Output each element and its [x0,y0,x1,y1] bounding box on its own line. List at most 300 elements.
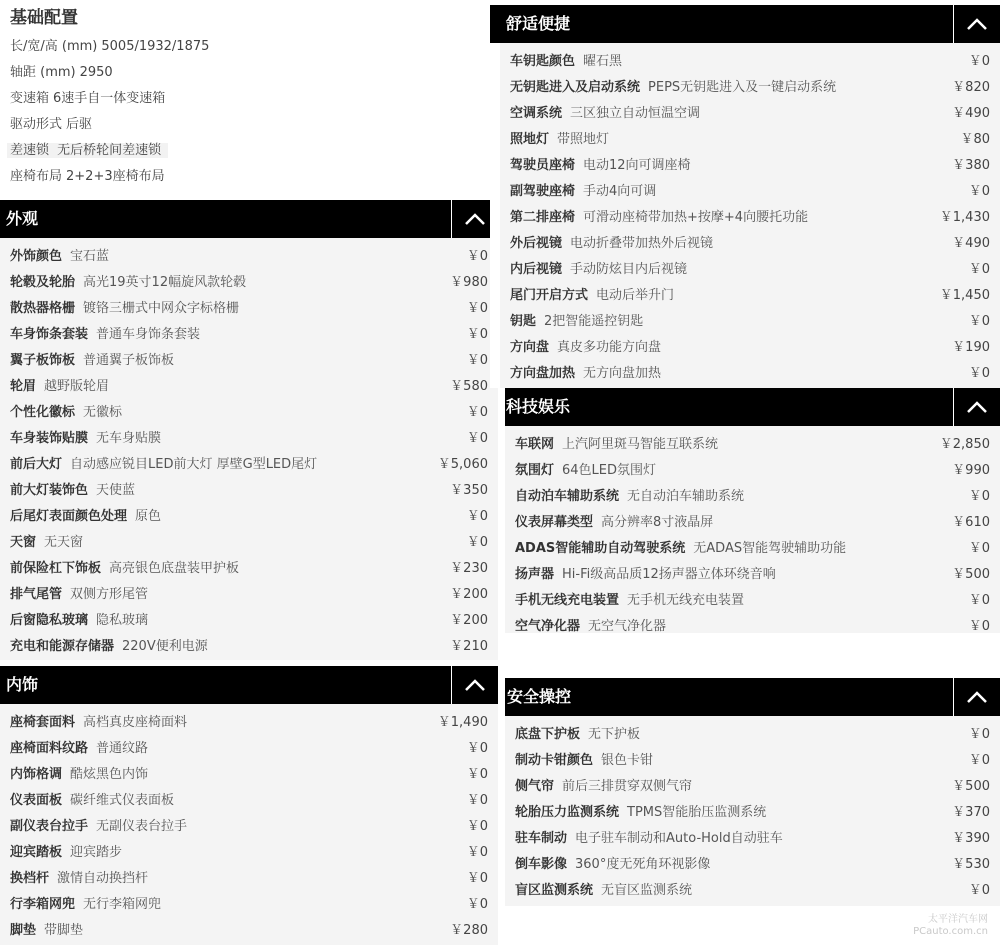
option-row [505,458,1000,484]
option-price: ￥0 [466,327,488,342]
option-label [10,762,148,788]
basic-label: 轴距 (mm) [10,65,76,80]
watermark-line: PCauto.com.cn [913,926,988,937]
option-value: 前后三排贯穿双侧气帘 [562,779,693,794]
option-row [500,127,1000,153]
option-name: 轮眉 [10,379,37,394]
option-name: 方向盘 [510,340,550,355]
option-name: 第二排座椅 [510,210,576,225]
option-label [10,892,161,918]
basic-value: 2+2+3座椅布局 [66,169,165,184]
option-price: ￥0 [466,301,488,316]
option-label [510,335,661,361]
option-label [515,774,692,800]
option-price: ￥0 [968,54,990,69]
option-name: 后尾灯表面颜色处理 [10,509,128,524]
panel-body [0,238,498,660]
option-value: 电动12向可调座椅 [583,158,691,173]
option-row [505,722,1000,748]
chevron-up-icon [463,210,487,228]
option-row [500,179,1000,205]
option-name: 车钥匙颜色 [510,54,576,69]
option-value: 越野版轮眉 [44,379,110,394]
option-row [0,478,498,504]
option-label [510,75,836,101]
basic-value: 无后桥轮间差速锁 [57,143,162,158]
option-price: ￥0 [968,593,990,608]
chevron-up-icon [965,15,989,33]
option-label [515,614,666,633]
option-label [515,562,776,588]
option-name: 前保险杠下饰板 [10,561,102,576]
option-name: 外后视镜 [510,236,563,251]
option-label [10,426,161,452]
option-label [10,244,109,270]
option-row [0,374,498,400]
option-label [10,582,148,608]
basic-line [10,113,96,132]
option-value: 手动4向可调 [583,184,657,199]
option-row [0,892,498,918]
option-label [10,710,187,736]
option-label [510,283,674,309]
option-value: Hi-Fi级高品质12扬声器立体环绕音响 [562,567,776,582]
option-value: 无盲区监测系统 [601,883,693,898]
option-row [0,348,498,374]
option-label [515,878,692,904]
option-name: 倒车影像 [515,857,568,872]
option-label [10,556,239,582]
option-value: 原色 [135,509,162,524]
collapse-button[interactable] [953,388,1000,426]
option-row [505,826,1000,852]
option-price: ￥490 [952,106,990,121]
option-name: 方向盘加热 [510,366,576,381]
option-value: 自动感应锐目LED前大灯 厚壁G型LED尾灯 [70,457,318,472]
option-label [510,231,713,257]
basic-label: 驱动形式 [10,117,63,132]
option-row [0,634,498,660]
option-value: 无手机无线充电装置 [627,593,745,608]
option-row [0,840,498,866]
option-row [0,270,498,296]
option-price: ￥0 [466,741,488,756]
option-value: 激情自动换挡杆 [57,871,149,886]
option-value: 手动防炫目内后视镜 [570,262,688,277]
option-value: 高亮银色底盘装甲护板 [109,561,240,576]
panel-body [0,704,498,945]
collapse-button[interactable] [451,666,498,704]
option-row [500,231,1000,257]
option-value: 电动折叠带加热外后视镜 [570,236,714,251]
option-label [10,736,148,762]
option-label [515,748,653,774]
option-name: 钥匙 [510,314,537,329]
option-name: 脚垫 [10,923,37,938]
option-label [10,608,148,634]
safety-panel [505,678,1000,906]
option-price: ￥0 [466,249,488,264]
option-row [0,452,498,478]
option-label [10,918,83,944]
option-row [0,866,498,892]
option-name: 车联网 [515,437,555,452]
basic-config-section [0,0,480,190]
option-value: 普通纹路 [96,741,149,756]
option-label [10,296,239,322]
option-value: 高光19英寸12幅旋风款轮毂 [83,275,247,290]
option-price: ￥210 [450,639,488,654]
option-value: 酷炫黑色内饰 [70,767,149,782]
option-row [505,748,1000,774]
option-price: ￥0 [466,509,488,524]
option-price: ￥0 [968,541,990,556]
option-label [515,800,766,826]
option-value: 带照地灯 [557,132,610,147]
option-row [505,774,1000,800]
option-label [10,788,174,814]
panel-title: 内饰 [6,675,39,694]
option-row [0,918,498,944]
option-row [505,432,1000,458]
option-price: ￥0 [466,405,488,420]
option-price: ￥0 [968,753,990,768]
option-row [0,608,498,634]
option-price: ￥200 [450,587,488,602]
option-name: 氛围灯 [515,463,555,478]
option-label [510,361,661,387]
option-price: ￥0 [466,767,488,782]
option-value: 无徽标 [83,405,123,420]
option-name: 座椅套面料 [10,715,76,730]
option-name: 照地灯 [510,132,550,147]
panel-body [500,43,1000,388]
option-label [515,588,744,614]
option-name: 扬声器 [515,567,555,582]
option-value: 宝石蓝 [70,249,110,264]
option-price: ￥2,850 [939,437,990,452]
option-price: ￥200 [450,613,488,628]
option-value: 360°度无死角环视影像 [575,857,711,872]
option-label [10,504,161,530]
option-name: 副仪表台拉手 [10,819,89,834]
option-value: 曜石黑 [583,54,623,69]
basic-line [10,87,169,106]
option-name: 手机无线充电装置 [515,593,620,608]
option-row [500,335,1000,361]
option-name: 内后视镜 [510,262,563,277]
option-row [500,257,1000,283]
option-label [515,458,656,484]
option-price: ￥500 [952,779,990,794]
option-row [500,75,1000,101]
option-value: 真皮多功能方向盘 [557,340,662,355]
option-name: 底盘下护板 [515,727,581,742]
option-name: 驻车制动 [515,831,568,846]
option-row [0,322,498,348]
option-name: 排气尾管 [10,587,63,602]
option-row [505,878,1000,904]
basic-label: 长/宽/高 (mm) [10,39,98,54]
option-price: ￥190 [952,340,990,355]
option-row [0,582,498,608]
option-row [505,614,1000,633]
option-name: 车身装饰贴膜 [10,431,89,446]
collapse-button[interactable] [953,678,1000,716]
panel-body [505,426,1000,633]
option-name: 侧气帘 [515,779,555,794]
option-price: ￥0 [466,535,488,550]
option-name: 散热器格栅 [10,301,76,316]
option-value: 无ADAS智能驾驶辅助功能 [693,541,847,556]
interior-panel [0,666,498,945]
option-value: 隐私玻璃 [96,613,149,628]
option-label [515,536,846,562]
option-price: ￥1,430 [939,210,990,225]
option-value: 银色卡钳 [601,753,654,768]
option-price: ￥1,450 [939,288,990,303]
option-value: 电动后举升门 [596,288,675,303]
option-row [500,153,1000,179]
basic-line [10,61,117,80]
option-label [515,722,640,748]
basic-label: 差速锁 [10,143,50,158]
option-value: 镀铬三栅式中网众字标格栅 [83,301,240,316]
option-price: ￥0 [968,314,990,329]
basic-value: 后驱 [66,117,93,132]
option-value: 2把智能遥控钥匙 [544,314,644,329]
option-price: ￥0 [968,262,990,277]
option-value: 无天窗 [44,535,84,550]
option-name: 迎宾踏板 [10,845,63,860]
panel-header [505,678,1000,716]
option-price: ￥380 [952,158,990,173]
panel-header [505,388,1000,426]
option-price: ￥500 [952,567,990,582]
option-name: 个性化徽标 [10,405,76,420]
option-price: ￥1,490 [437,715,488,730]
option-value: 普通翼子板饰板 [83,353,175,368]
option-row [0,296,498,322]
option-value: PEPS无钥匙进入及一键启动系统 [648,80,837,95]
option-price: ￥0 [466,845,488,860]
option-value: 无车身贴膜 [96,431,162,446]
chevron-up-icon [965,398,989,416]
option-name: 车身饰条套装 [10,327,89,342]
option-name: 后窗隐私玻璃 [10,613,89,628]
option-value: 上汽阿里斑马智能互联系统 [562,437,719,452]
option-price: ￥5,060 [437,457,488,472]
basic-config-title: 基础配置 [10,8,78,28]
option-value: 双侧方形尾管 [70,587,149,602]
panel-header [490,5,1000,43]
comfort-panel [490,5,1000,388]
option-name: 充电和能源存储器 [10,639,115,654]
option-price: ￥0 [466,353,488,368]
option-value: 可滑动座椅带加热+按摩+4向腰托功能 [583,210,809,225]
option-name: 空气净化器 [515,619,581,633]
watermark [913,914,988,938]
option-price: ￥0 [968,883,990,898]
option-price: ￥610 [952,515,990,530]
option-value: 碳纤维式仪表面板 [70,793,175,808]
option-label [10,322,200,348]
option-value: 无行李箱网兜 [83,897,162,912]
option-row [500,49,1000,75]
option-price: ￥0 [466,871,488,886]
option-price: ￥490 [952,236,990,251]
option-price: ￥0 [968,366,990,381]
basic-value: 6速手自一体变速箱 [53,91,166,106]
basic-line [10,165,169,184]
option-name: 内饰格调 [10,767,63,782]
option-label [515,852,710,878]
option-row [0,244,498,270]
option-price: ￥0 [968,184,990,199]
option-name: 驾驶员座椅 [510,158,576,173]
option-label [10,374,109,400]
option-row [0,426,498,452]
option-label [10,400,122,426]
panel-title: 舒适便捷 [506,14,571,33]
option-name: 空调系统 [510,106,563,121]
chevron-up-icon [463,676,487,694]
option-value: 电子驻车制动和Auto-Hold自动驻车 [575,831,783,846]
option-name: 盲区监测系统 [515,883,594,898]
option-value: 无副仪表台拉手 [96,819,188,834]
option-label [10,840,122,866]
tech-panel [505,388,1000,633]
option-row [0,400,498,426]
option-name: 座椅面料纹路 [10,741,89,756]
option-price: ￥530 [952,857,990,872]
option-name: ADAS智能辅助自动驾驶系统 [515,541,686,556]
option-price: ￥230 [450,561,488,576]
option-row [500,283,1000,309]
option-name: 尾门开启方式 [510,288,589,303]
option-name: 行李箱网兜 [10,897,76,912]
panel-title: 外观 [6,209,39,228]
option-price: ￥820 [952,80,990,95]
option-row [0,788,498,814]
basic-label: 变速箱 [10,91,50,106]
option-row [0,530,498,556]
option-name: 自动泊车辅助系统 [515,489,620,504]
option-label [510,205,808,231]
option-value: 三区独立自动恒温空调 [570,106,701,121]
option-label [515,432,718,458]
panel-header [0,666,498,704]
collapse-button[interactable] [953,5,1000,43]
option-price: ￥0 [466,793,488,808]
option-label [10,478,135,504]
option-row [500,309,1000,335]
panel-header [0,200,498,238]
option-value: 220V便利电源 [122,639,208,654]
option-row [500,205,1000,231]
basic-line [10,139,172,158]
panel-body [505,716,1000,906]
option-name: 无钥匙进入及启动系统 [510,80,641,95]
option-price: ￥0 [968,619,990,633]
option-name: 轮毂及轮胎 [10,275,76,290]
option-value: 带脚垫 [44,923,84,938]
option-label [10,866,148,892]
option-name: 前后大灯 [10,457,63,472]
option-row [0,814,498,840]
option-row [0,736,498,762]
option-label [10,270,246,296]
option-label [10,530,83,556]
option-price: ￥0 [466,819,488,834]
option-row [505,510,1000,536]
panel-title: 安全操控 [507,687,572,706]
option-price: ￥980 [450,275,488,290]
option-label [510,257,687,283]
option-row [0,504,498,530]
option-label [515,484,744,510]
option-value: 高分辨率8寸液晶屏 [601,515,714,530]
option-price: ￥990 [952,463,990,478]
option-label [10,814,187,840]
option-value: 64色LED氛围灯 [562,463,657,478]
option-label [510,179,656,205]
option-price: ￥0 [466,897,488,912]
basic-line [10,35,213,54]
option-label [510,101,700,127]
option-name: 外饰颜色 [10,249,63,264]
option-name: 仪表屏幕类型 [515,515,594,530]
option-price: ￥350 [450,483,488,498]
option-row [505,588,1000,614]
basic-label: 座椅布局 [10,169,63,184]
exterior-panel [0,200,498,660]
option-label [510,309,643,335]
option-name: 翼子板饰板 [10,353,76,368]
panel-title: 科技娱乐 [506,397,571,416]
option-row [0,556,498,582]
option-label [510,49,622,75]
option-row [505,800,1000,826]
option-row [0,710,498,736]
basic-value: 2950 [79,65,113,80]
option-name: 制动卡钳颜色 [515,753,594,768]
option-name: 天窗 [10,535,37,550]
option-row [500,101,1000,127]
option-label [510,127,609,153]
watermark-line: 太平洋汽车网 [928,914,988,925]
option-name: 前大灯装饰色 [10,483,89,498]
option-price: ￥0 [968,489,990,504]
chevron-up-icon [965,688,989,706]
option-row [505,852,1000,878]
option-name: 换档杆 [10,871,50,886]
option-row [500,361,1000,387]
option-name: 副驾驶座椅 [510,184,576,199]
option-value: 无方向盘加热 [583,366,662,381]
option-price: ￥280 [450,923,488,938]
option-value: 无下护板 [588,727,641,742]
option-value: 普通车身饰条套装 [96,327,201,342]
option-label [515,510,713,536]
option-name: 仪表面板 [10,793,63,808]
option-price: ￥390 [952,831,990,846]
option-label [10,634,208,660]
option-row [505,562,1000,588]
basic-value: 5005/1932/1875 [101,39,210,54]
option-value: 无空气净化器 [588,619,667,633]
option-value: 天使蓝 [96,483,136,498]
